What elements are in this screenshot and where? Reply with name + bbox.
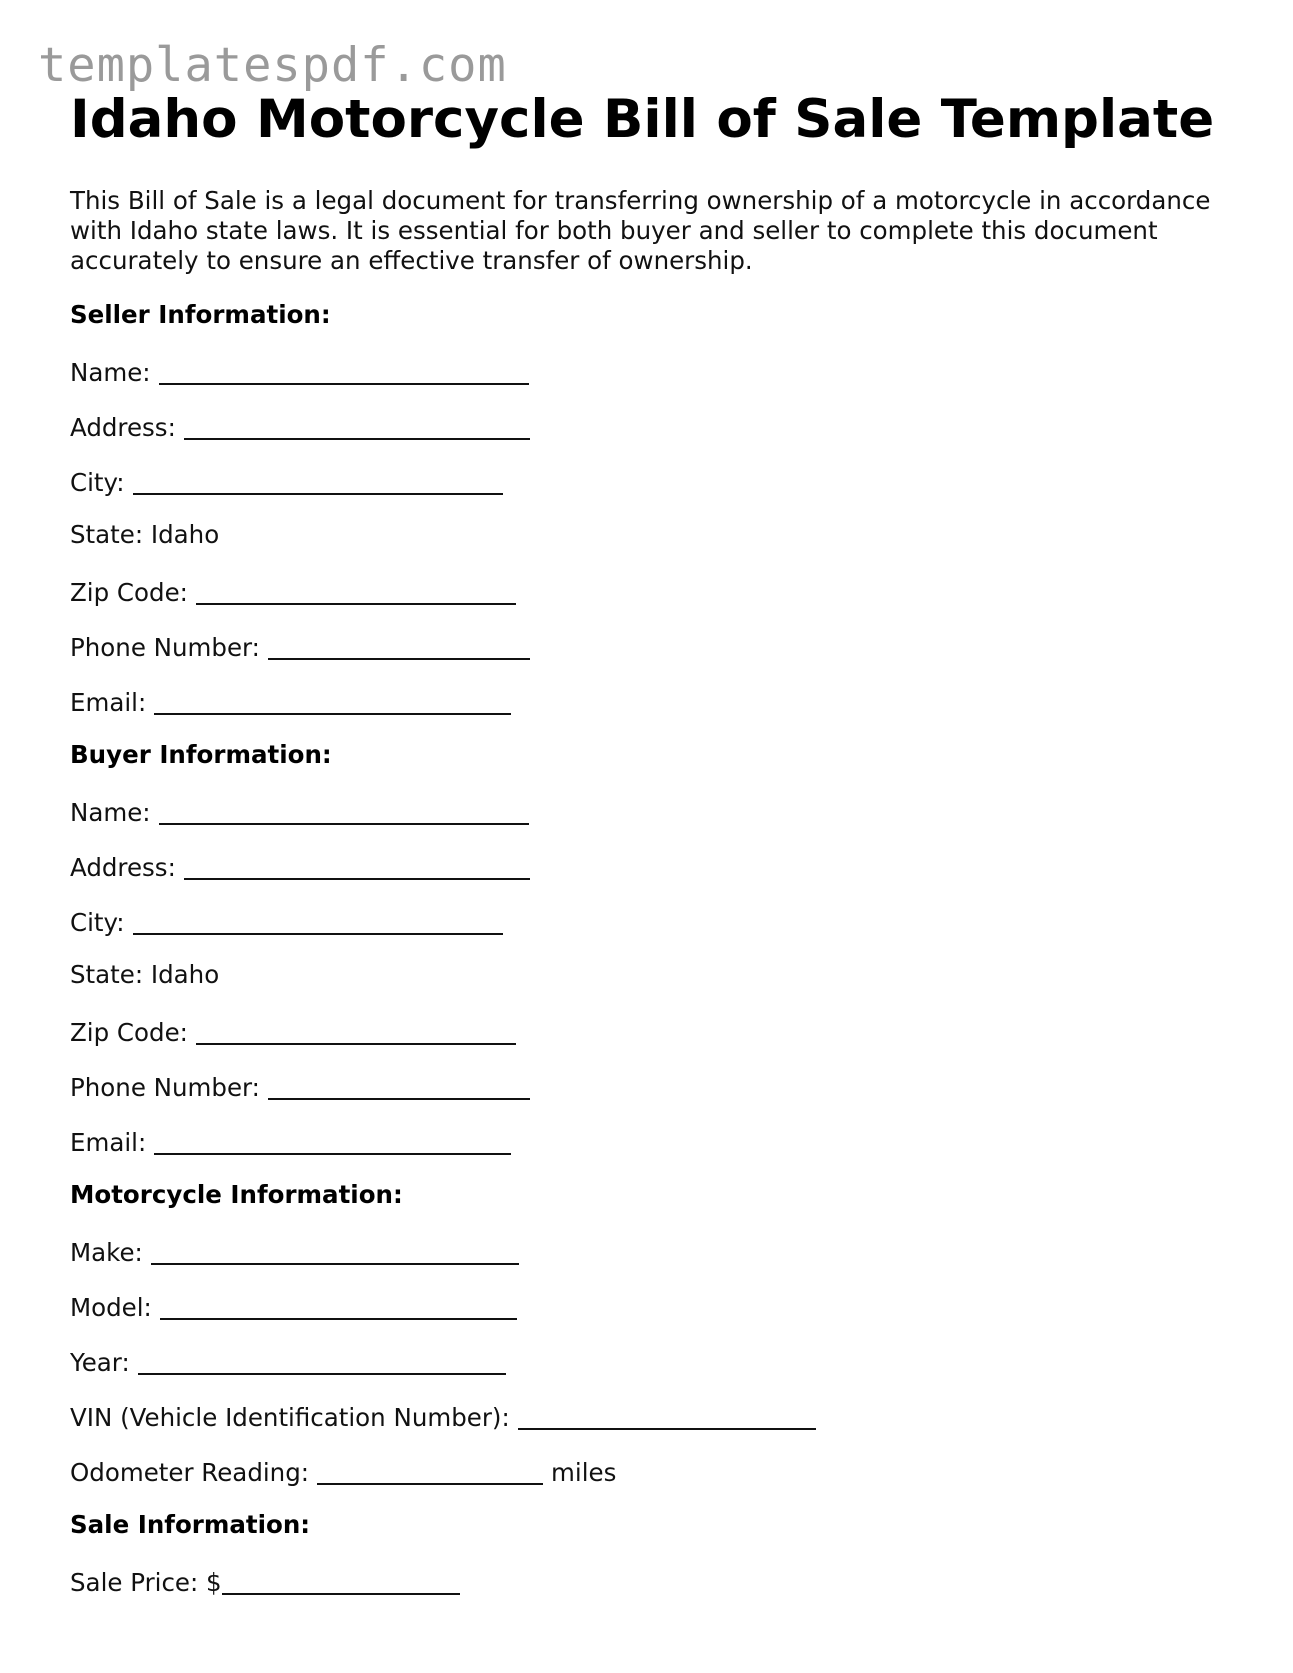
seller-city-field[interactable] [133,467,503,495]
seller-email-field[interactable] [154,687,511,715]
field-label: VIN (Vehicle Identification Number): [70,1403,510,1432]
page-title: Idaho Motorcycle Bill of Sale Template [70,89,1215,150]
buyer-phone-row [70,1068,816,1123]
vin-row [70,1398,816,1453]
make-field[interactable] [151,1237,519,1265]
buyer-section-heading [70,738,816,793]
section-heading: Buyer Information: [70,740,332,769]
seller-city-row [70,463,816,518]
field-label: Phone Number: [70,1073,260,1102]
buyer-name-row [70,793,816,848]
field-label: Year: [70,1348,130,1377]
buyer-state-row [70,958,816,1013]
seller-zip-row [70,573,816,628]
buyer-zip-row [70,1013,816,1068]
field-label: Zip Code: [70,578,188,607]
buyer-zip-field[interactable] [196,1017,516,1045]
field-label: Make: [70,1238,143,1267]
seller-zip-field[interactable] [196,577,516,605]
field-label: Phone Number: [70,633,260,662]
field-label: Sale Price: $ [70,1568,222,1597]
field-label: Zip Code: [70,1018,188,1047]
form-body [70,298,816,1618]
buyer-email-row [70,1123,816,1178]
field-label: Name: [70,798,151,827]
model-field[interactable] [160,1292,517,1320]
seller-address-field[interactable] [184,412,530,440]
sale-price-field[interactable] [222,1567,460,1595]
buyer-city-row [70,903,816,958]
section-heading: Seller Information: [70,300,331,329]
field-label: State: Idaho [70,960,220,989]
motorcycle-section-heading [70,1178,816,1233]
intro-paragraph: This Bill of Sale is a legal document for transferring ownership of a motorcycle in accordance with Idaho state laws. It is essential for both buyer and seller to complete this document accurately to ensure an effective transfer of ownership. [70,186,1211,275]
field-label: Address: [70,413,176,442]
buyer-name-field[interactable] [159,797,529,825]
buyer-email-field[interactable] [154,1127,511,1155]
make-row [70,1233,816,1288]
seller-state-row [70,518,816,573]
section-heading: Motorcycle Information: [70,1180,403,1209]
sale-price-row [70,1563,816,1618]
buyer-address-row [70,848,816,903]
model-row [70,1288,816,1343]
field-label: City: [70,908,125,937]
seller-email-row [70,683,816,738]
field-label: State: Idaho [70,520,220,549]
seller-phone-field[interactable] [268,632,530,660]
buyer-city-field[interactable] [133,907,503,935]
section-heading: Sale Information: [70,1510,311,1539]
field-label: Email: [70,688,147,717]
sale-section-heading [70,1508,816,1563]
year-field[interactable] [138,1347,506,1375]
field-label: Name: [70,358,151,387]
buyer-phone-field[interactable] [268,1072,530,1100]
seller-address-row [70,408,816,463]
seller-name-row [70,353,816,408]
buyer-address-field[interactable] [184,852,530,880]
seller-section-heading [70,298,816,353]
field-label: City: [70,468,125,497]
field-label: Address: [70,853,176,882]
field-label: Model: [70,1293,152,1322]
watermark: templatespdf.com [38,38,507,93]
odometer-field[interactable] [317,1457,543,1485]
year-row [70,1343,816,1398]
field-label: Email: [70,1128,147,1157]
odometer-unit: miles [551,1458,617,1487]
vin-field[interactable] [518,1402,816,1430]
odometer-row [70,1453,816,1508]
seller-name-field[interactable] [159,357,529,385]
field-label: Odometer Reading: [70,1458,310,1487]
seller-phone-row [70,628,816,683]
